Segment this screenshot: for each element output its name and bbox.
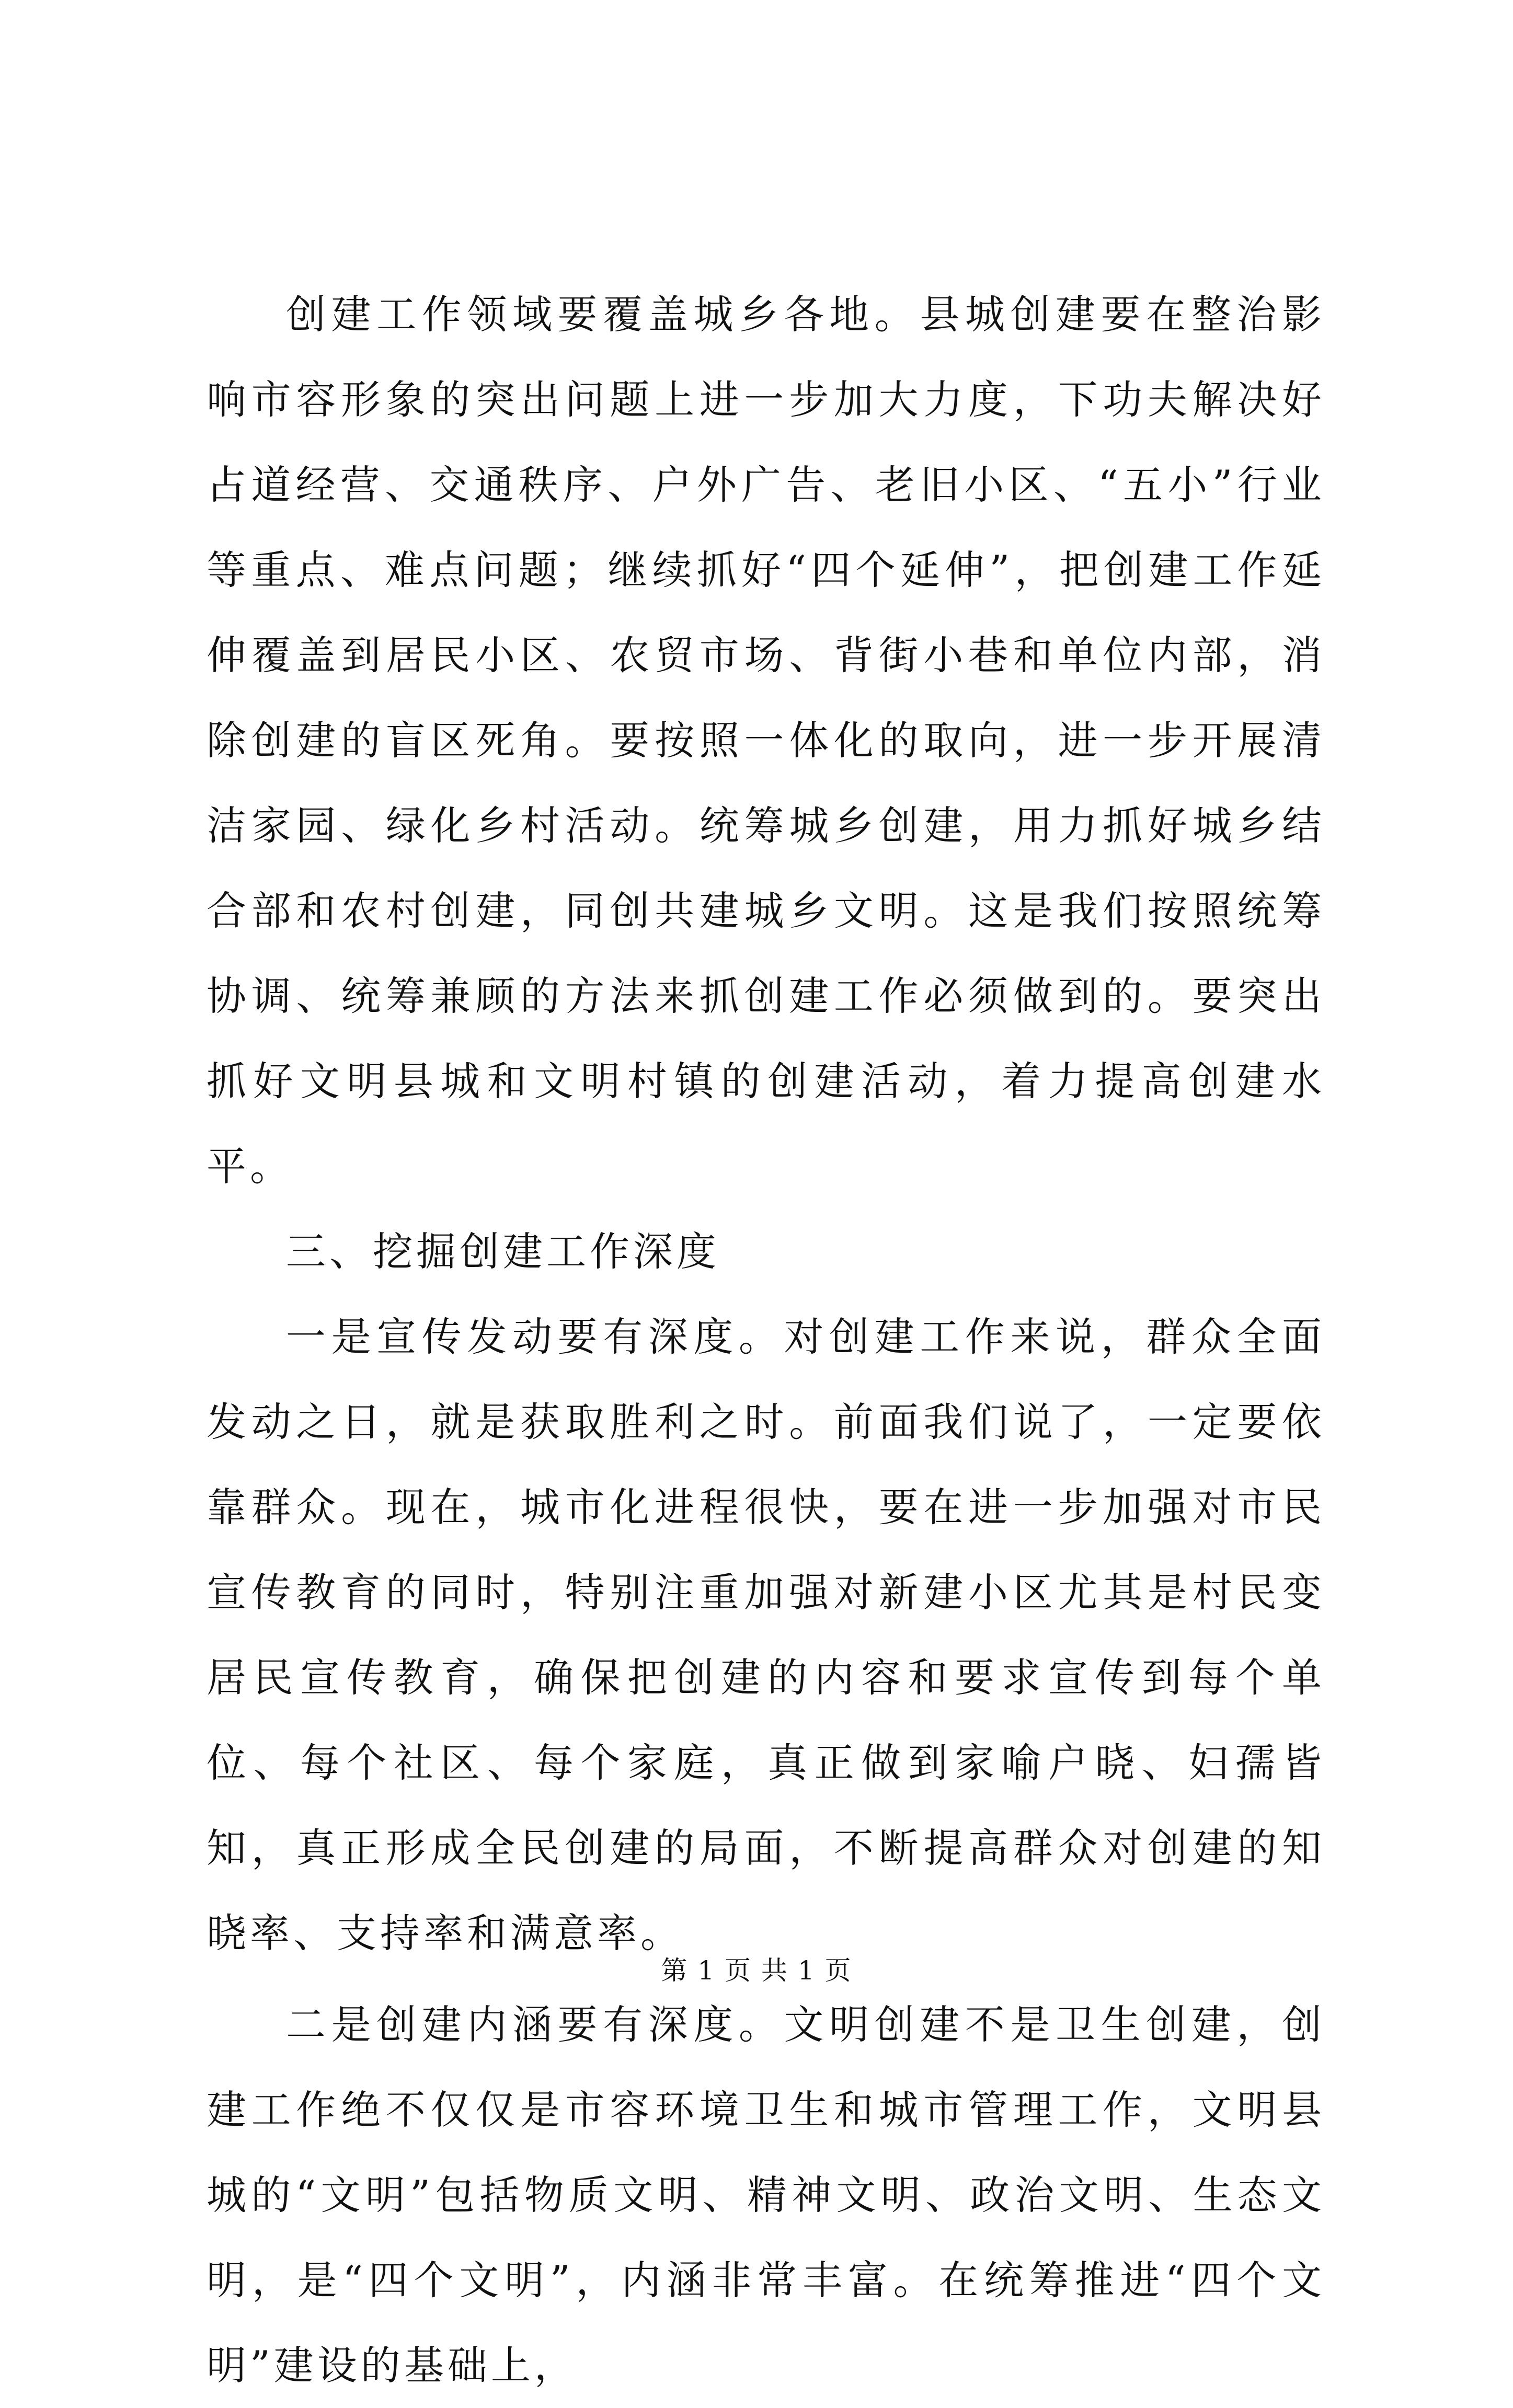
page-footer: 第 1 页 共 1 页	[661, 1955, 852, 1986]
section-heading-depth: 三、挖掘创建工作深度	[286, 1228, 720, 1275]
paragraph-publicity-depth: 一是宣传发动要有深度。对创建工作来说，群众全面发动之日，就是获取胜利之时。前面我们说了，一定要依靠群众。现在，城市化进程很快，要在进一步加强对市民宣传教育的同时，特别注重加强对新建小区尤其是村民变居民宣传教育，确保把创建的内容和要求宣传到每个单位、每个社区、每个家庭，真正做到家喻户晓、妇孺皆知，真正形成全民创建的局面，不断提高群众对创建的知晓率、支持率和满意率。	[207, 1314, 1325, 1956]
document-body	[207, 272, 1325, 2408]
paragraph-connotation-depth: 二是创建内涵要有深度。文明创建不是卫生创建，创建工作绝不仅仅是市容环境卫生和城市管理工作，文明县城的“文明”包括物质文明、精神文明、政治文明、生态文明，是“四个文明”，内涵非常丰富。在统筹推进“四个文明”建设的基础上，	[207, 2001, 1325, 2389]
paragraph-urban-rural-coverage: 创建工作领域要覆盖城乡各地。县城创建要在整治影响市容形象的突出问题上进一步加大力度，下功夫解决好占道经营、交通秩序、户外广告、老旧小区、“五小”行业等重点、难点问题；继续抓好“四个延伸”，把创建工作延伸覆盖到居民小区、农贸市场、背街小巷和单位内部，消除创建的盲区死角。要按照一体化的取向，进一步开展清洁家园、绿化乡村活动。统筹城乡创建，用力抓好城乡结合部和农村创建，同创共建城乡文明。这是我们按照统筹协调、统筹兼顾的方法来抓创建工作必须做到的。要突出抓好文明县城和文明村镇的创建活动，着力提高创建水平。	[207, 291, 1325, 1190]
